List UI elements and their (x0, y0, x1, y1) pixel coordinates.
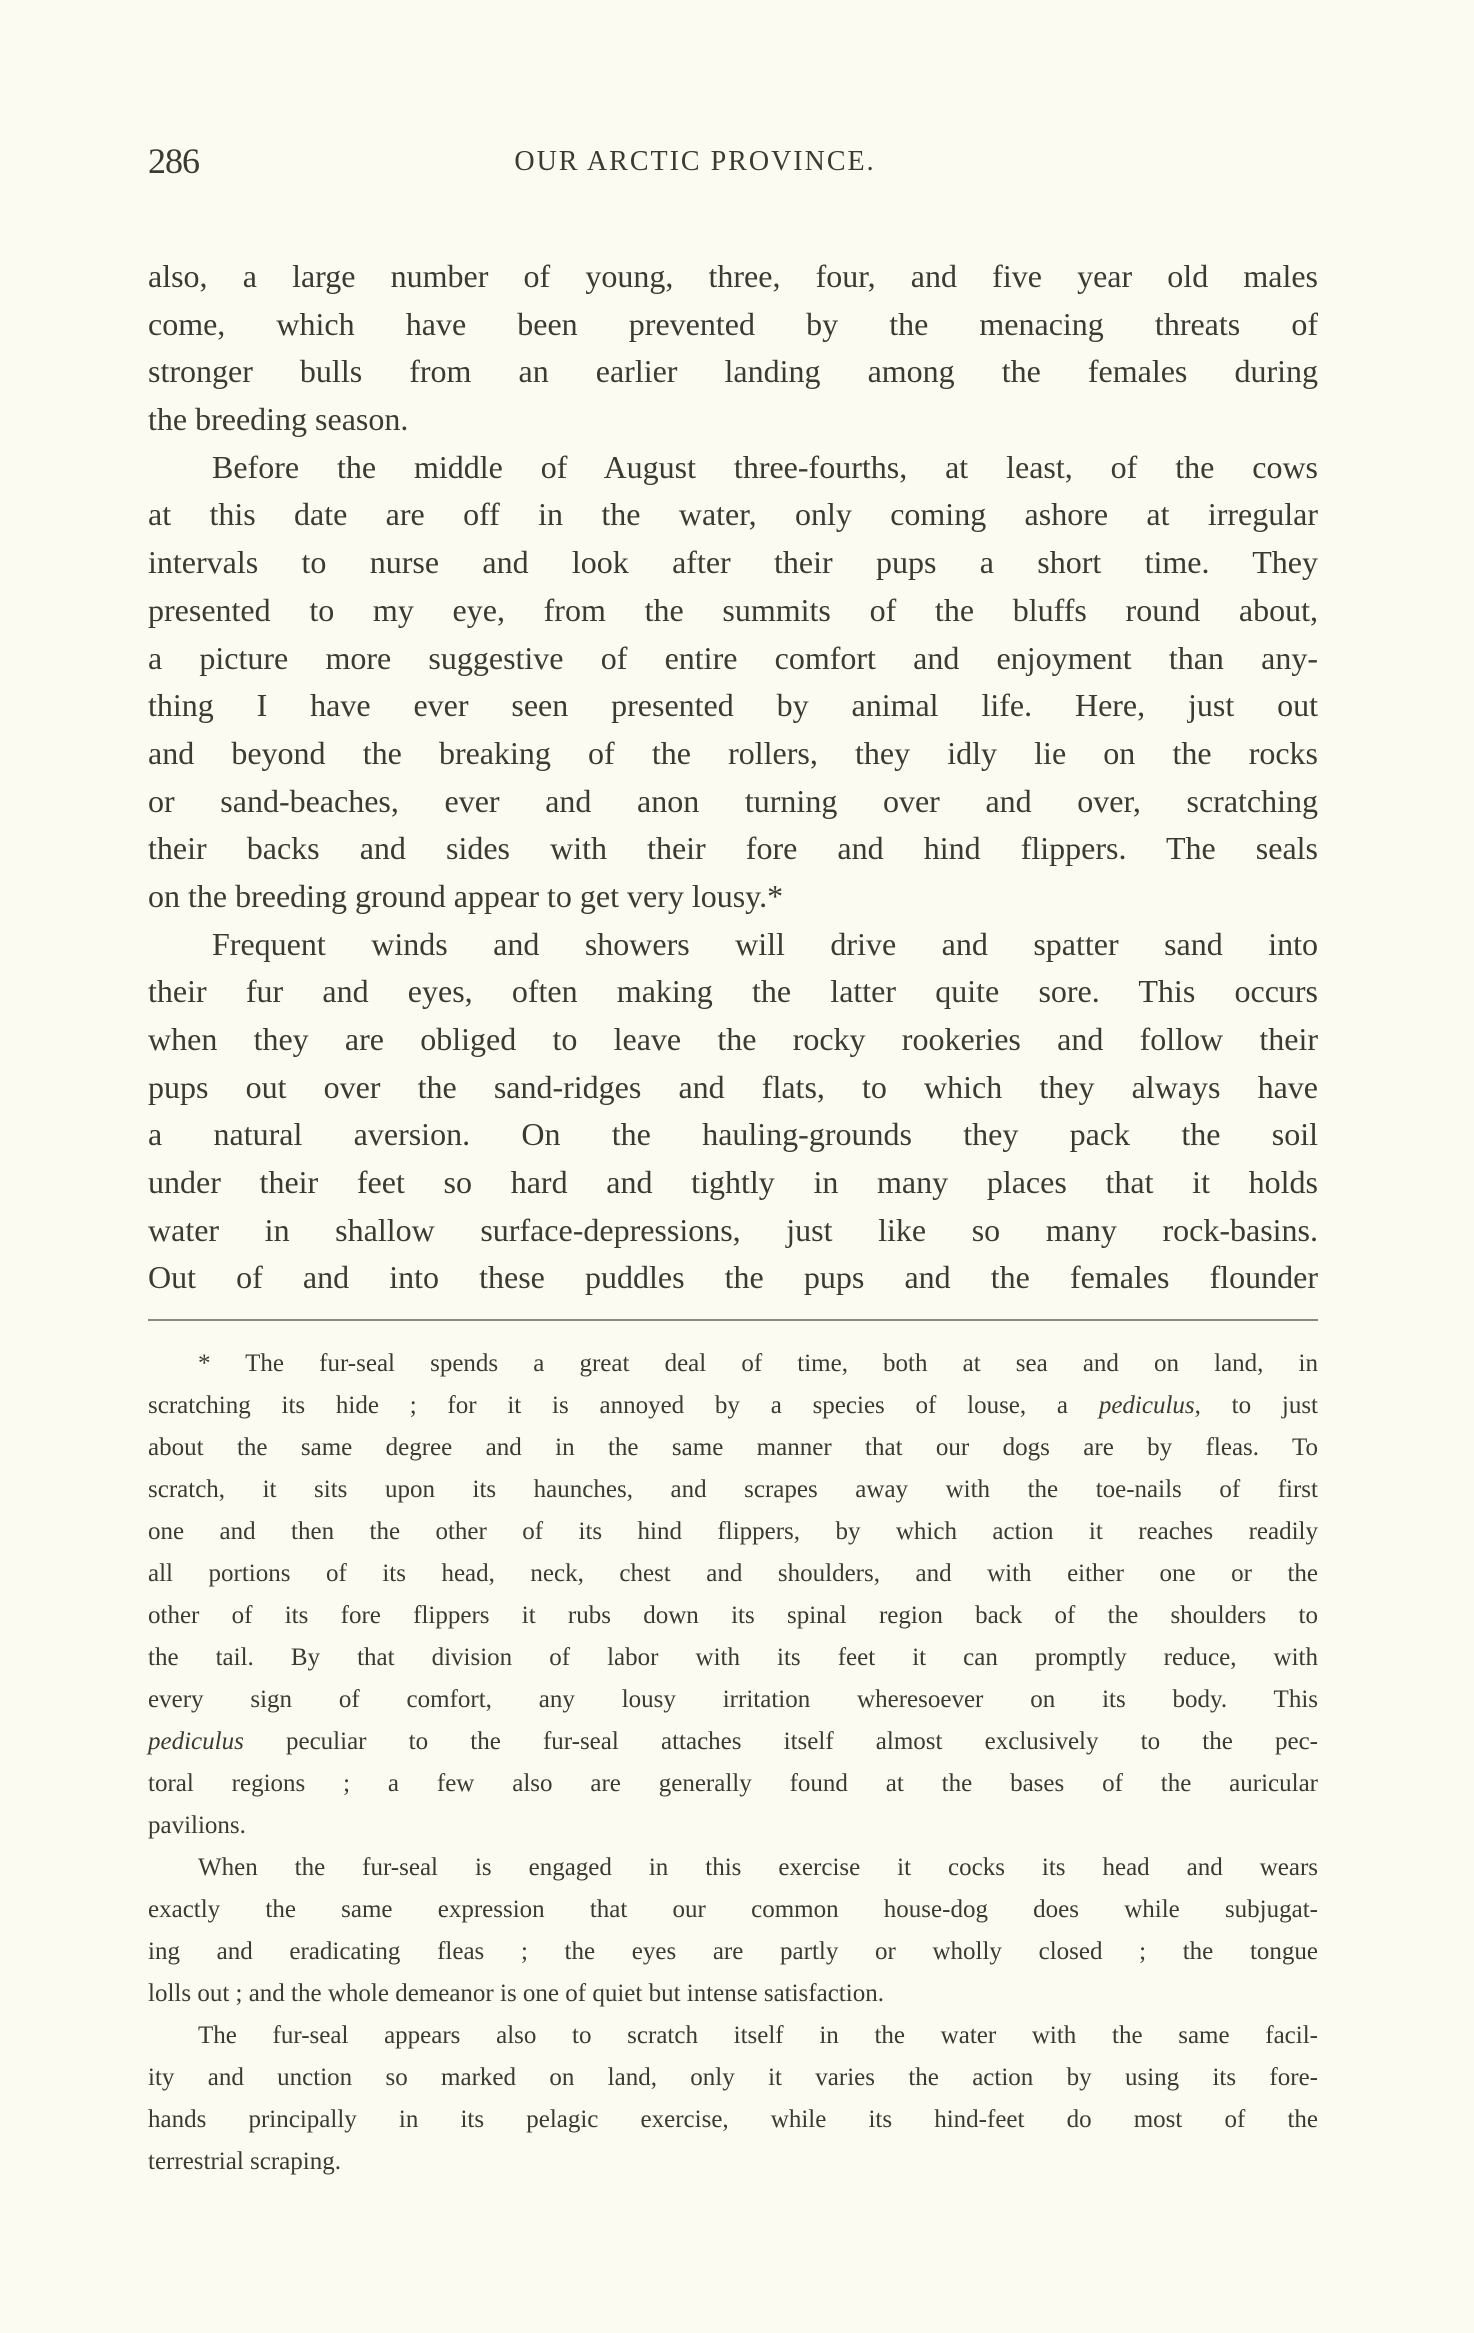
body-line (148, 587, 1318, 635)
line-text: when they are obliged to leave the rocky rookeries and follow their (148, 1021, 1318, 1057)
line-text: pavilions. (148, 1812, 246, 1839)
body-line (148, 253, 1318, 301)
line-text: lolls out ; and the whole demeanor is one of quiet but intense satisfaction. (148, 1980, 884, 2007)
line-text: all portions of its head, neck, chest and shoulders, and with either one or the (148, 1560, 1318, 1587)
footnote-line (148, 1889, 1318, 1931)
body-line (148, 635, 1318, 683)
footnote-line (148, 1469, 1318, 1511)
line-text: pups out over the sand-ridges and flats, to which they always have (148, 1068, 1318, 1105)
body-line (148, 921, 1318, 969)
body-line (148, 301, 1318, 349)
line-text: or sand-beaches, ever and anon turning over and over, scratching (148, 782, 1318, 819)
line-text: their backs and sides with their fore and hind flippers. The seals (148, 830, 1318, 867)
footnote-line (148, 1931, 1318, 1973)
body-line (148, 1207, 1318, 1255)
line-text: stronger bulls from an earlier landing among the females during (148, 353, 1318, 390)
footnote-line (148, 2141, 1318, 2183)
footnote-line (148, 1679, 1318, 1721)
footnote-line (148, 1973, 1318, 2015)
line-text-continued: peculiar to the fur-seal attaches itself almost exclusively to the pec- (243, 1728, 1318, 1755)
line-text: at this date are off in the water, only coming ashore at irregular (148, 496, 1318, 533)
footnote-line (148, 1553, 1318, 1595)
line-text: under their feet so hard and tightly in many places that it holds (148, 1164, 1318, 1201)
footnote-line (148, 2057, 1318, 2099)
body-line (148, 778, 1318, 826)
line-text: scratching its hide ; for it is annoyed by a species of louse, a (148, 1392, 1099, 1419)
footnote-line (148, 1637, 1318, 1679)
body-text (148, 253, 1318, 1302)
line-text: intervals to nurse and look after their pups a short time. They (148, 544, 1318, 581)
body-line (148, 539, 1318, 587)
footnote-rule (148, 1319, 1318, 1321)
line-text: and beyond the breaking of the rollers, they idly lie on the rocks (148, 734, 1318, 771)
line-text: also, a large number of young, three, four, and five year old males (148, 258, 1318, 294)
line-text: scratch, it sits upon its haunches, and scrapes away with the toe-nails of first (148, 1476, 1318, 1503)
body-line (148, 682, 1318, 730)
line-text: the tail. By that division of labor with its feet it can promptly reduce, with (148, 1644, 1318, 1671)
line-text: about the same degree and in the same manner that our dogs are by fleas. To (148, 1434, 1318, 1461)
line-text: Out of and into these puddles the pups and the females flounder (148, 1259, 1318, 1296)
body-line (148, 1254, 1318, 1302)
line-text: terrestrial scraping. (148, 2148, 341, 2175)
line-text: come, which have been prevented by the menacing threats of (148, 305, 1318, 342)
line-text: exactly the same expression that our common house-dog does while subjugat- (148, 1896, 1318, 1923)
line-text: Before the middle of August three-fourths, at least, of the cows (212, 448, 1318, 485)
body-line (148, 873, 1318, 921)
footnote-line (148, 1763, 1318, 1805)
line-text: on the breeding ground appear to get very lousy.* (148, 877, 784, 914)
line-text: every sign of comfort, any lousy irritation wheresoever on its body. This (148, 1686, 1318, 1713)
body-line (148, 1064, 1318, 1112)
footnote-line (148, 1343, 1318, 1385)
footnote (148, 1343, 1318, 2183)
line-text: * The fur-seal spends a great deal of time, both at sea and on land, in (198, 1350, 1318, 1377)
line-text: Frequent winds and showers will drive and spatter sand into (212, 925, 1318, 962)
footnote-line (148, 2099, 1318, 2141)
body-line (148, 1111, 1318, 1159)
body-line (148, 396, 1318, 444)
line-text: presented to my eye, from the summits of the bluffs round about, (148, 591, 1318, 628)
body-line (148, 730, 1318, 778)
body-line (148, 1016, 1318, 1064)
footnote-line (148, 1511, 1318, 1553)
line-text: water in shallow surface-depressions, just like so many rock-basins. (148, 1211, 1318, 1248)
line-text: toral regions ; a few also are generally found at the bases of the auricular (148, 1770, 1318, 1797)
line-text: the breeding season. (148, 401, 409, 438)
line-text: hands principally in its pelagic exercise, while its hind-feet do most of the (148, 2106, 1318, 2133)
body-line (148, 968, 1318, 1016)
running-title: OUR ARCTIC PROVINCE. (514, 146, 876, 177)
body-line (148, 1159, 1318, 1207)
line-text: their fur and eyes, often making the latter quite sore. This occurs (148, 973, 1318, 1010)
footnote-line (148, 1847, 1318, 1889)
footnote-line (148, 1595, 1318, 1637)
line-text: ity and unction so marked on land, only it varies the action by using its fore- (148, 2064, 1318, 2091)
italic-term: pediculus (1098, 1392, 1195, 1419)
footnote-line (148, 1385, 1318, 1427)
body-line (148, 444, 1318, 492)
line-text: a natural aversion. On the hauling-grounds they pack the soil (148, 1116, 1318, 1153)
line-text: ing and eradicating fleas ; the eyes are partly or wholly closed ; the tongue (148, 1938, 1318, 1965)
line-text: When the fur-seal is engaged in this exercise it cocks its head and wears (198, 1854, 1318, 1881)
footnote-line (148, 1805, 1318, 1847)
body-line (148, 825, 1318, 873)
line-text: thing I have ever seen presented by animal life. Here, just out (148, 687, 1318, 724)
body-line (148, 491, 1318, 539)
page-number: 286 (148, 141, 199, 181)
line-text: a picture more suggestive of entire comfort and enjoyment than any- (148, 639, 1318, 676)
body-line (148, 348, 1318, 396)
footnote-line (148, 1427, 1318, 1469)
line-text: The fur-seal appears also to scratch itself in the water with the same facil- (198, 2022, 1318, 2049)
italic-term: pediculus (148, 1728, 244, 1755)
line-text: one and then the other of its hind flippers, by which action it reaches readily (148, 1518, 1318, 1545)
line-text: other of its fore flippers it rubs down its spinal region back of the shoulders to (148, 1602, 1318, 1629)
footnote-line (148, 2015, 1318, 2057)
footnote-line (148, 1721, 1318, 1763)
line-text-continued: , to just (1194, 1392, 1319, 1419)
